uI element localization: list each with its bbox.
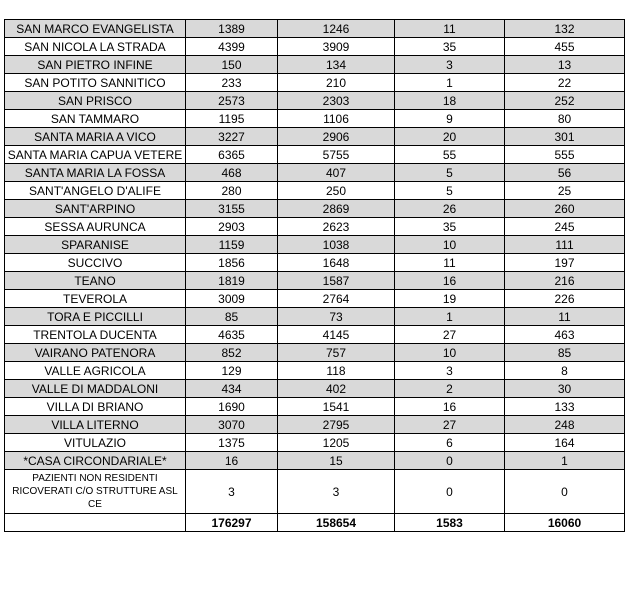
value-cell-3: 26 [395, 200, 505, 218]
value-cell-3: 16 [395, 398, 505, 416]
value-cell-1: 233 [186, 74, 278, 92]
value-cell-4: 260 [505, 200, 625, 218]
municipality-cell: SANT'ANGELO D'ALIFE [5, 182, 186, 200]
value-cell-1: 2903 [186, 218, 278, 236]
value-cell-2: 3909 [278, 38, 395, 56]
value-cell-1: 16 [186, 452, 278, 470]
table-row [5, 74, 625, 92]
municipality-cell: *CASA CIRCONDARIALE* [5, 452, 186, 470]
value-cell-1: 280 [186, 182, 278, 200]
total-cell-4: 16060 [505, 514, 625, 532]
total-cell-1: 176297 [186, 514, 278, 532]
value-cell-4: 216 [505, 272, 625, 290]
value-cell-3: 11 [395, 254, 505, 272]
value-cell-2: 4145 [278, 326, 395, 344]
value-cell-4: 11 [505, 308, 625, 326]
value-cell-2: 402 [278, 380, 395, 398]
value-cell-3: 1 [395, 74, 505, 92]
value-cell-2: 1587 [278, 272, 395, 290]
value-cell-3: 35 [395, 38, 505, 56]
value-cell-3: 55 [395, 146, 505, 164]
municipality-cell: PAZIENTI NON RESIDENTI RICOVERATI C/O STRUTTURE ASL CE [5, 470, 186, 514]
value-cell-2: 1648 [278, 254, 395, 272]
value-cell-2: 210 [278, 74, 395, 92]
value-cell-2: 5755 [278, 146, 395, 164]
value-cell-2: 1541 [278, 398, 395, 416]
value-cell-3: 2 [395, 380, 505, 398]
municipality-cell: SANT'ARPINO [5, 200, 186, 218]
municipality-cell: SANTA MARIA LA FOSSA [5, 164, 186, 182]
value-cell-1: 1375 [186, 434, 278, 452]
value-cell-2: 250 [278, 182, 395, 200]
value-cell-2: 134 [278, 56, 395, 74]
value-cell-4: 252 [505, 92, 625, 110]
table-row [5, 128, 625, 146]
value-cell-3: 16 [395, 272, 505, 290]
value-cell-2: 2795 [278, 416, 395, 434]
value-cell-3: 1 [395, 308, 505, 326]
value-cell-4: 25 [505, 182, 625, 200]
table-row [5, 38, 625, 56]
value-cell-2: 757 [278, 344, 395, 362]
table-body [5, 20, 625, 532]
municipality-cell: SAN PIETRO INFINE [5, 56, 186, 74]
value-cell-4: 30 [505, 380, 625, 398]
value-cell-2: 73 [278, 308, 395, 326]
value-cell-1: 1856 [186, 254, 278, 272]
value-cell-3: 6 [395, 434, 505, 452]
value-cell-3: 19 [395, 290, 505, 308]
value-cell-1: 150 [186, 56, 278, 74]
table-row [5, 146, 625, 164]
table-row [5, 398, 625, 416]
table-row [5, 110, 625, 128]
value-cell-3: 35 [395, 218, 505, 236]
value-cell-1: 3070 [186, 416, 278, 434]
value-cell-1: 2573 [186, 92, 278, 110]
table-row [5, 434, 625, 452]
totals-label-cell [5, 514, 186, 532]
municipality-cell: VILLA LITERNO [5, 416, 186, 434]
value-cell-4: 0 [505, 470, 625, 514]
municipality-cell: SAN TAMMARO [5, 110, 186, 128]
value-cell-3: 0 [395, 470, 505, 514]
totals-row [5, 514, 625, 532]
table-row [5, 182, 625, 200]
value-cell-4: 8 [505, 362, 625, 380]
municipality-cell: VAIRANO PATENORA [5, 344, 186, 362]
value-cell-2: 1106 [278, 110, 395, 128]
value-cell-1: 1195 [186, 110, 278, 128]
value-cell-4: 164 [505, 434, 625, 452]
value-cell-1: 4635 [186, 326, 278, 344]
value-cell-2: 2764 [278, 290, 395, 308]
value-cell-1: 3009 [186, 290, 278, 308]
value-cell-2: 2303 [278, 92, 395, 110]
table-row [5, 272, 625, 290]
value-cell-4: 132 [505, 20, 625, 38]
value-cell-1: 129 [186, 362, 278, 380]
value-cell-4: 248 [505, 416, 625, 434]
value-cell-3: 3 [395, 56, 505, 74]
table-row [5, 200, 625, 218]
value-cell-1: 4399 [186, 38, 278, 56]
table-row [5, 20, 625, 38]
value-cell-4: 463 [505, 326, 625, 344]
table-row [5, 326, 625, 344]
value-cell-1: 6365 [186, 146, 278, 164]
value-cell-4: 133 [505, 398, 625, 416]
value-cell-4: 555 [505, 146, 625, 164]
value-cell-1: 1819 [186, 272, 278, 290]
value-cell-2: 2906 [278, 128, 395, 146]
municipality-cell: SESSA AURUNCA [5, 218, 186, 236]
value-cell-3: 3 [395, 362, 505, 380]
table-row [5, 254, 625, 272]
municipality-cell: TEVEROLA [5, 290, 186, 308]
value-cell-4: 1 [505, 452, 625, 470]
table-row [5, 290, 625, 308]
table-row [5, 56, 625, 74]
value-cell-2: 1246 [278, 20, 395, 38]
value-cell-3: 10 [395, 344, 505, 362]
table-row [5, 236, 625, 254]
value-cell-3: 27 [395, 326, 505, 344]
value-cell-1: 3155 [186, 200, 278, 218]
municipality-cell: SPARANISE [5, 236, 186, 254]
data-table [4, 19, 625, 532]
municipality-cell: SAN POTITO SANNITICO [5, 74, 186, 92]
table-row [5, 308, 625, 326]
municipality-cell: SANTA MARIA CAPUA VETERE [5, 146, 186, 164]
value-cell-2: 1205 [278, 434, 395, 452]
table-row [5, 218, 625, 236]
value-cell-3: 11 [395, 20, 505, 38]
value-cell-1: 1389 [186, 20, 278, 38]
value-cell-3: 0 [395, 452, 505, 470]
value-cell-3: 9 [395, 110, 505, 128]
table-row [5, 344, 625, 362]
value-cell-4: 85 [505, 344, 625, 362]
value-cell-2: 1038 [278, 236, 395, 254]
table-row [5, 470, 625, 514]
value-cell-3: 18 [395, 92, 505, 110]
value-cell-4: 111 [505, 236, 625, 254]
value-cell-3: 10 [395, 236, 505, 254]
municipality-cell: TEANO [5, 272, 186, 290]
total-cell-3: 1583 [395, 514, 505, 532]
municipality-cell: VITULAZIO [5, 434, 186, 452]
table-row [5, 362, 625, 380]
value-cell-1: 85 [186, 308, 278, 326]
municipality-cell: SAN NICOLA LA STRADA [5, 38, 186, 56]
value-cell-2: 2869 [278, 200, 395, 218]
value-cell-2: 2623 [278, 218, 395, 236]
municipality-cell: TORA E PICCILLI [5, 308, 186, 326]
total-cell-2: 158654 [278, 514, 395, 532]
table-row [5, 380, 625, 398]
value-cell-4: 197 [505, 254, 625, 272]
value-cell-2: 407 [278, 164, 395, 182]
value-cell-4: 245 [505, 218, 625, 236]
value-cell-4: 455 [505, 38, 625, 56]
municipality-cell: SANTA MARIA A VICO [5, 128, 186, 146]
municipality-cell: SUCCIVO [5, 254, 186, 272]
value-cell-1: 3227 [186, 128, 278, 146]
table-row [5, 416, 625, 434]
value-cell-2: 15 [278, 452, 395, 470]
value-cell-3: 5 [395, 164, 505, 182]
value-cell-1: 468 [186, 164, 278, 182]
value-cell-1: 3 [186, 470, 278, 514]
municipality-cell: SAN MARCO EVANGELISTA [5, 20, 186, 38]
value-cell-3: 20 [395, 128, 505, 146]
municipality-cell: TRENTOLA DUCENTA [5, 326, 186, 344]
value-cell-2: 118 [278, 362, 395, 380]
value-cell-4: 80 [505, 110, 625, 128]
municipality-cell: SAN PRISCO [5, 92, 186, 110]
municipality-cell: VILLA DI BRIANO [5, 398, 186, 416]
value-cell-1: 852 [186, 344, 278, 362]
value-cell-1: 434 [186, 380, 278, 398]
value-cell-4: 301 [505, 128, 625, 146]
municipality-cell: VALLE AGRICOLA [5, 362, 186, 380]
value-cell-2: 3 [278, 470, 395, 514]
municipality-cell: VALLE DI MADDALONI [5, 380, 186, 398]
value-cell-1: 1159 [186, 236, 278, 254]
value-cell-4: 22 [505, 74, 625, 92]
value-cell-3: 5 [395, 182, 505, 200]
value-cell-3: 27 [395, 416, 505, 434]
value-cell-1: 1690 [186, 398, 278, 416]
value-cell-4: 56 [505, 164, 625, 182]
table-row [5, 452, 625, 470]
value-cell-4: 226 [505, 290, 625, 308]
table-row [5, 92, 625, 110]
table-row [5, 164, 625, 182]
value-cell-4: 13 [505, 56, 625, 74]
